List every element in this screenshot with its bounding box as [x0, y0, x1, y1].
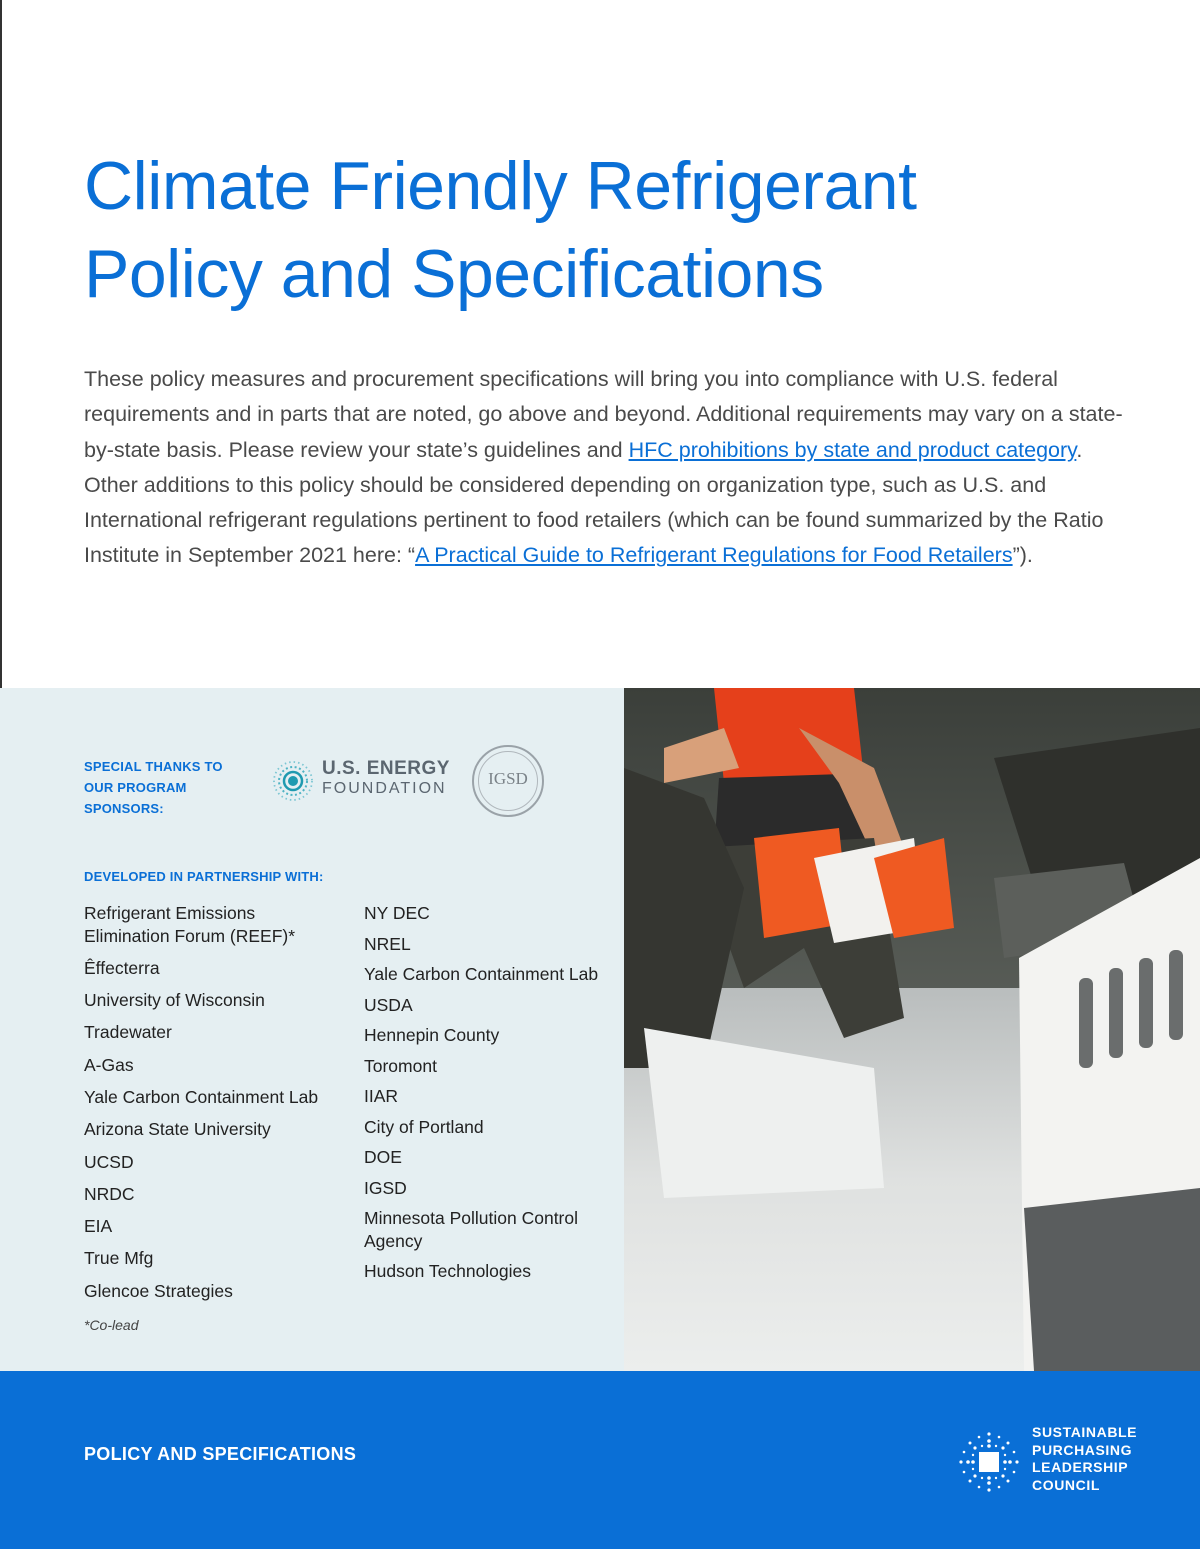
sponsors-label: SPECIAL THANKS TO OUR PROGRAM SPONSORS: — [84, 759, 223, 816]
page-edge-rule — [0, 0, 2, 688]
intro-text-1: These policy measures and procurement specifications will bring you into compliance with U.S. federal requirements and in parts that are noted, go above and beyond. Additional requirements may vary on a state-by-state basis. Please review your state’s guidelines and — [84, 367, 1123, 462]
co-lead-footnote: *Co-lead — [84, 1317, 139, 1333]
partner-item: Êffecterra — [84, 957, 160, 978]
hfc-prohibitions-link[interactable]: HFC prohibitions by state and product category — [628, 437, 1077, 462]
splc-line-2: PURCHASING — [1032, 1441, 1133, 1458]
usef-name-line-1: U.S. ENERGY — [322, 758, 450, 779]
partner-item: NREL — [364, 933, 411, 954]
usef-name-line-2: FOUNDATION — [322, 780, 447, 797]
intro-text-2: . Other additions to this policy should be considered depending on organization type, such as U.S. and International refrigerant regulations pertinent to food retailers (which can be found summarized by the Ratio Institute in September 2021 here: “ — [84, 437, 1104, 568]
energy-foundation-mark-icon — [270, 758, 316, 804]
footer-section-label: POLICY AND SPECIFICATIONS — [84, 1444, 357, 1464]
partner-item: University of Wisconsin — [84, 990, 265, 1011]
partner-item: IGSD — [364, 1177, 407, 1198]
partner-item: Toromont — [364, 1055, 437, 1076]
partner-item: Tradewater — [84, 1022, 172, 1043]
partner-item: Refrigerant Emissions Elimination Forum (REEF)* — [84, 903, 296, 946]
partner-item: Yale Carbon Containment Lab — [84, 1086, 319, 1107]
partner-item: City of Portland — [364, 1116, 484, 1137]
practical-guide-link[interactable]: A Practical Guide to Refrigerant Regulations for Food Retailers — [415, 543, 1013, 568]
splc-wordmark — [1032, 1424, 1137, 1494]
technician-photo-illustration — [624, 688, 1200, 1371]
partner-item: Glencoe Strategies — [84, 1280, 233, 1301]
title-line-1: Climate Friendly Refrigerant — [84, 148, 917, 224]
partner-item: EIA — [84, 1216, 113, 1237]
partner-item: DOE — [364, 1147, 402, 1167]
partners-column-2 — [364, 902, 604, 1283]
partner-item: Arizona State University — [84, 1119, 271, 1140]
partner-item: A-Gas — [84, 1054, 134, 1075]
partner-item: Yale Carbon Containment Lab — [364, 964, 599, 984]
splc-line-4: COUNCIL — [1032, 1476, 1100, 1493]
partner-item: True Mfg — [84, 1248, 154, 1269]
partner-item: UCSD — [84, 1151, 134, 1172]
partner-item: NY DEC — [364, 903, 430, 923]
igsd-logo — [472, 745, 544, 817]
splc-starburst-icon — [952, 1426, 1026, 1498]
partners-column-1 — [84, 902, 344, 1302]
partner-item: Hennepin County — [364, 1025, 500, 1045]
partner-item: Hudson Technologies — [364, 1261, 532, 1281]
partners-label: DEVELOPED IN PARTNERSHIP WITH: — [84, 869, 324, 884]
partner-item: Minnesota Pollution Control Agency — [364, 1208, 579, 1251]
splc-line-3: LEADERSHIP — [1032, 1459, 1129, 1475]
splc-line-1: SUSTAINABLE — [1032, 1424, 1138, 1440]
title-line-2: Policy and Specifications — [84, 236, 824, 312]
igsd-logo-text: IGSD — [488, 769, 528, 788]
partner-item: IIAR — [364, 1086, 399, 1106]
intro-paragraph — [84, 362, 1124, 574]
intro-text-3: ”). — [1012, 543, 1033, 568]
splc-logo — [952, 1424, 1152, 1500]
partner-item: USDA — [364, 994, 413, 1015]
technician-photo — [624, 688, 1200, 1371]
us-energy-foundation-logo — [270, 756, 450, 806]
page-title — [84, 142, 1084, 318]
partner-item: NRDC — [84, 1183, 135, 1204]
